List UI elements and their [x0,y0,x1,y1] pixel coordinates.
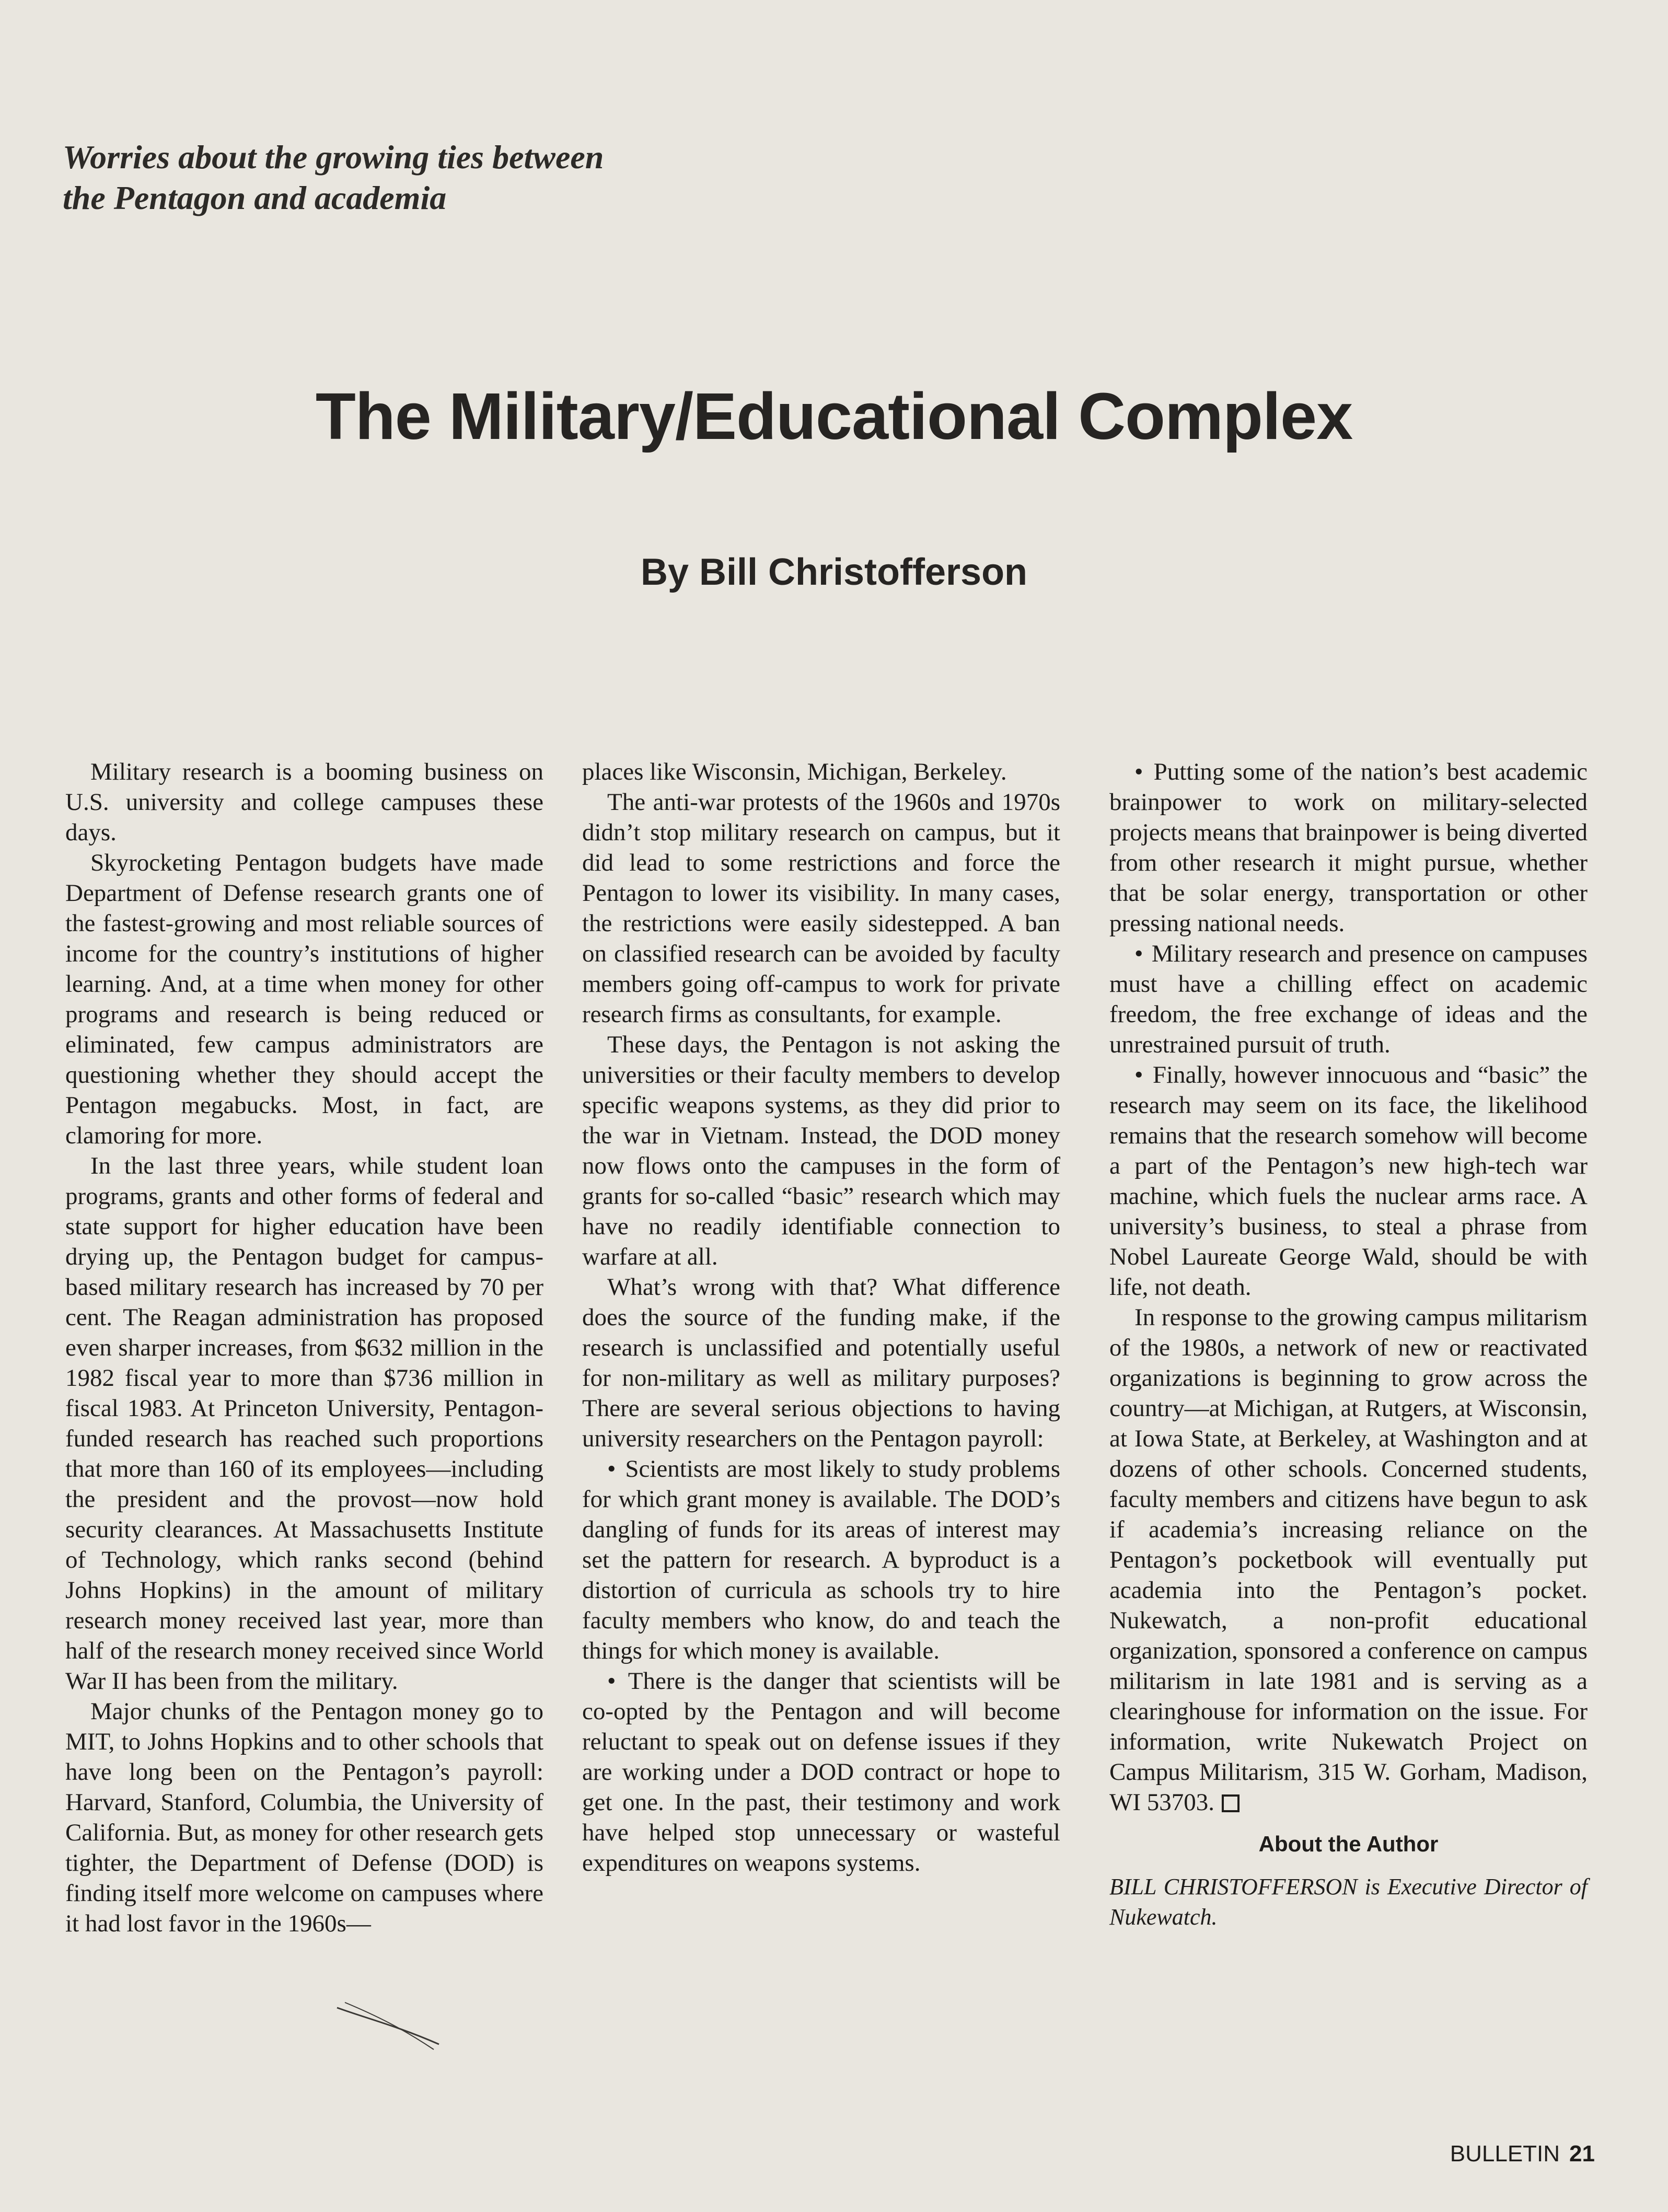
bullet-icon: • [607,1667,616,1695]
article-column-1 [65,757,543,1939]
paragraph: In the last three years, while student loan programs, grants and other forms of federal and state support for higher education have been drying up, the Pentagon budget for campus-based military research has increased by 70 per cent. The Reagan administration has proposed even sharper increases, from $632 million in the 1982 fiscal year to more than $736 million in fiscal 1983. At Princeton University, Pentagon-funded research has reached such proportions that more than 160 of its employees—including the president and the provost—now hold security clearances. At Massachusetts Institute of Technology, which ranks second (behind Johns Hopkins) in the amount of military research money received last year, more than half of the research money received since World War II has been from the military. [65,1152,543,1695]
pen-mark-scribble-icon [334,1997,444,2055]
paragraph: The anti-war protests of the 1960s and 1970s didn’t stop military research on campus, but it did lead to some restrictions and force the Pentagon to lower its visibility. In many cases, the restrictions were easily sidestepped. A ban on classified research can be avoided by faculty members going off-campus to work for private research firms as consultants, for example. [582,789,1060,1028]
about-author-heading: About the Author [1258,1832,1439,1856]
paragraph: Major chunks of the Pentagon money go to MIT, to Johns Hopkins and to other schools that have long been on the Pentagon’s payroll: Harvard, Stanford, Columbia, the University of California. But, as money for other research gets tighter, the Department of Defense (DOD) is finding itself more welcome on campuses where it had lost favor in the 1960s— [65,1698,543,1937]
article-byline: By Bill Christofferson [640,551,1028,593]
paragraph: What’s wrong with that? What difference does the source of the funding make, if the research is unclassified and potentially useful for non-military as well as military purposes? There are several serious objections to having university researchers on the Pentagon payroll: [582,1273,1060,1452]
end-mark-square-icon [1222,1794,1240,1812]
bullet-paragraph [582,1454,1060,1666]
paragraph: Skyrocketing Pentagon budgets have made Department of Defense research grants one of the fastest-growing and most reliable sources of income for the country’s institutions of higher learning. And, at a time when money for other programs and research is being reduced or eliminated, few campus administrators are questioning whether they should accept the Pentagon megabucks. Most, in fact, are clamoring for more. [65,849,543,1149]
kicker-line-2: the Pentagon and academia [63,179,447,216]
article-headline: The Military/Educational Complex [315,379,1353,453]
about-author-text: BILL CHRISTOFFERSON is Executive Director of Nukewatch. [1109,1874,1588,1930]
closing-paragraph-text: In response to the growing campus militarism of the 1980s, a network of new or reactivated organizations is beginning to grow across the country—at Michigan, at Rutgers, at Wisconsin, at Iowa State, at Berkeley, at Washington and at dozens of other schools. Concerned students, faculty members and citizens have begun to ask if academia’s increasing reliance on the Pentagon’s pocketbook will eventually put academia into the Pentagon’s pocket. Nukewatch, a non-profit educational organization, sponsored a conference on campus militarism in late 1981 and is serving as a clearinghouse for information on the issue. For information, write Nukewatch Project on Campus Militarism, 315 W. Gorham, Madison, WI 53703. [1109,1304,1588,1816]
paragraph: These days, the Pentagon is not asking the universities or their faculty members to develop specific weapons systems, as they did prior to the war in Vietnam. Instead, the DOD money now flows onto the campuses in the form of grants for so-called “basic” research which may have no readily identifiable connection to warfare at all. [582,1031,1060,1270]
paragraph [1109,1302,1588,1817]
page-footer [1450,2139,1595,2169]
bullet-paragraph [1109,1060,1588,1302]
paragraph-continued: places like Wisconsin, Michigan, Berkeley. [582,758,1007,785]
publication-name: BULLETIN [1450,2141,1560,2167]
article-column-2 [582,757,1060,1878]
bullet-paragraph [582,1666,1060,1878]
bullet-icon: • [1134,940,1143,967]
bullet-paragraph [1109,939,1588,1060]
article-column-3 [1109,757,1588,1932]
paragraph: Military research is a booming business on U.S. university and college campuses these days. [65,758,543,846]
bullet-icon: • [1134,1061,1143,1088]
bullet-icon: • [1134,758,1143,785]
bullet-text: Finally, however innocuous and “basic” the research may seem on its face, the likelihood remains that the research somehow will become a part of the Pentagon’s new high-tech war machine, which fuels the nuclear arms race. A university’s business, to steal a phrase from Nobel Laureate George Wald, should be with life, not death. [1109,1061,1588,1301]
bullet-paragraph [1109,757,1588,939]
bullet-icon: • [607,1455,616,1483]
kicker-line-1: Worries about the growing ties between [63,138,604,176]
bullet-text: There is the danger that scientists will be co-opted by the Pentagon and will become reluctant to speak out on defense issues if they are working under a DOD contract or hope to get one. In the past, their testimony and work have helped stop unnecessary or wasteful expenditures on weapons systems. [582,1667,1060,1877]
bullet-text: Putting some of the nation’s best academic brainpower to work on military-selected projects means that brainpower is being diverted from other research it might pursue, whether that be solar energy, transportation or other pressing national needs. [1109,758,1588,937]
page-number: 21 [1569,2141,1595,2167]
bullet-text: Scientists are most likely to study problems for which grant money is available. The DOD’s dangling of funds for its areas of interest may set the pattern for research. A byproduct is a distortion of curricula as schools try to hire faculty members who know, do and teach the things for which money is available. [582,1455,1060,1664]
bullet-text: Military research and presence on campuses must have a chilling effect on academic freedom, the free exchange of ideas and the unrestrained pursuit of truth. [1109,940,1588,1058]
kicker [63,137,794,218]
